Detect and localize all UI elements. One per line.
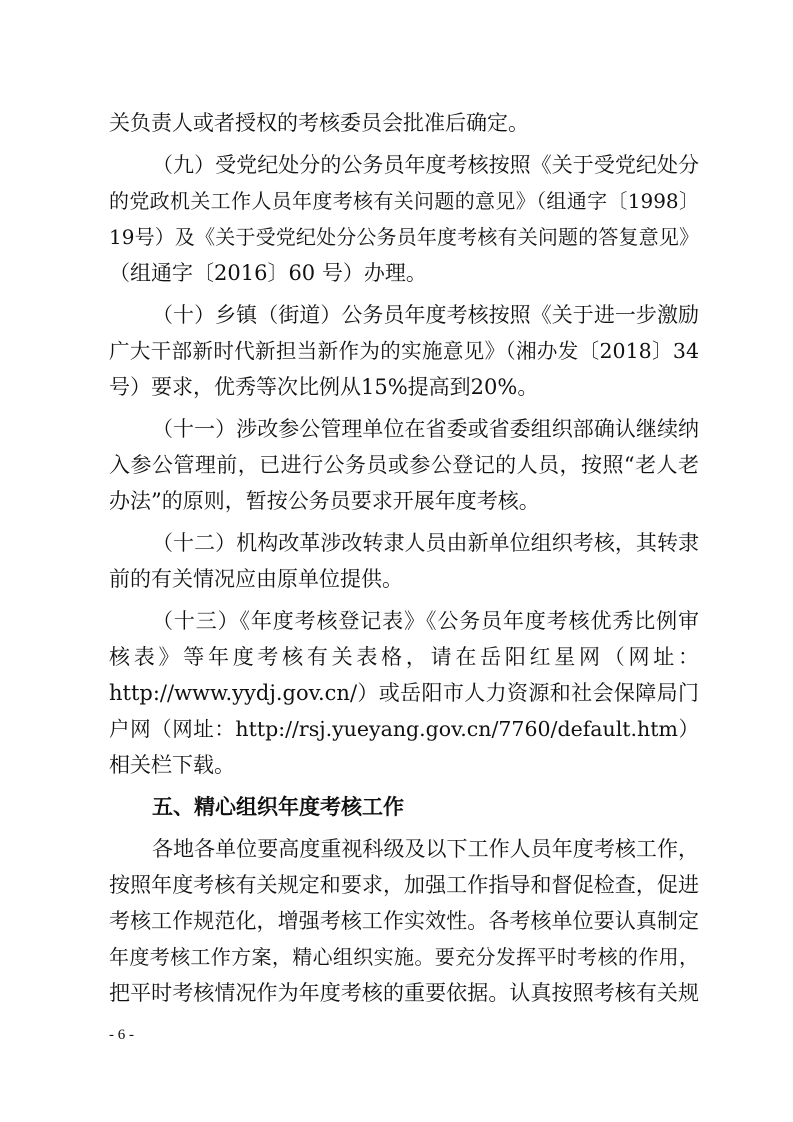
text-line: （十一）涉改参公管理单位在省委或省委组织部确认继续纳 bbox=[152, 417, 699, 441]
text-line: （十三）《年度考核登记表》《公务员年度考核优秀比例审 bbox=[152, 609, 699, 633]
text-line: 办法”的原则，暂按公务员要求开展年度考核。 bbox=[109, 489, 540, 513]
text-line: 把平时考核情况作为年度考核的重要依据。认真按照考核有关规 bbox=[109, 981, 699, 1005]
page-number: - 6 - bbox=[109, 1027, 134, 1043]
text-line: 核表》等年度考核有关表格，请在岳阳红星网（网址： bbox=[109, 645, 699, 669]
text-line: 号）要求，优秀等次比例从15%提高到20%。 bbox=[109, 375, 539, 399]
text-line: （组通字〔2016〕60 号）办理。 bbox=[109, 261, 427, 285]
section-heading: 五、精心组织年度考核工作 bbox=[152, 795, 404, 819]
text-line: 广大干部新时代新担当新作为的实施意见》（湘办发〔2018〕34 bbox=[109, 339, 699, 363]
text-line: 前的有关情况应由原单位提供。 bbox=[109, 567, 403, 591]
text-line: 户网（网址：http://rsj.yueyang.gov.cn/7760/default.htm） bbox=[109, 717, 699, 741]
text-line: 的党政机关工作人员年度考核有关问题的意见》（组通字〔1998〕 bbox=[109, 189, 699, 213]
text-line: 相关栏下载。 bbox=[109, 753, 235, 777]
text-line: （十二）机构改革涉改转隶人员由新单位组织考核，其转隶 bbox=[152, 531, 699, 555]
text-line: 各地各单位要高度重视科级及以下工作人员年度考核工作， bbox=[152, 837, 699, 861]
text-line: 按照年度考核有关规定和要求，加强工作指导和督促检查，促进 bbox=[109, 873, 699, 897]
text-line: （九）受党纪处分的公务员年度考核按照《关于受党纪处分 bbox=[152, 153, 699, 177]
text-line: 年度考核工作方案，精心组织实施。要充分发挥平时考核的作用， bbox=[109, 945, 699, 969]
text-line: 19号）及《关于受党纪处分公务员年度考核有关问题的答复意见》 bbox=[109, 225, 699, 249]
text-line: 入参公管理前，已进行公务员或参公登记的人员，按照“老人老 bbox=[109, 453, 699, 477]
text-line: 考核工作规范化，增强考核工作实效性。各考核单位要认真制定 bbox=[109, 909, 699, 933]
text-line: http://www.yydj.gov.cn/）或岳阳市人力资源和社会保障局门 bbox=[109, 681, 699, 705]
text-line: （十）乡镇（街道）公务员年度考核按照《关于进一步激励 bbox=[152, 303, 699, 327]
text-line: 关负责人或者授权的考核委员会批准后确定。 bbox=[109, 111, 529, 135]
